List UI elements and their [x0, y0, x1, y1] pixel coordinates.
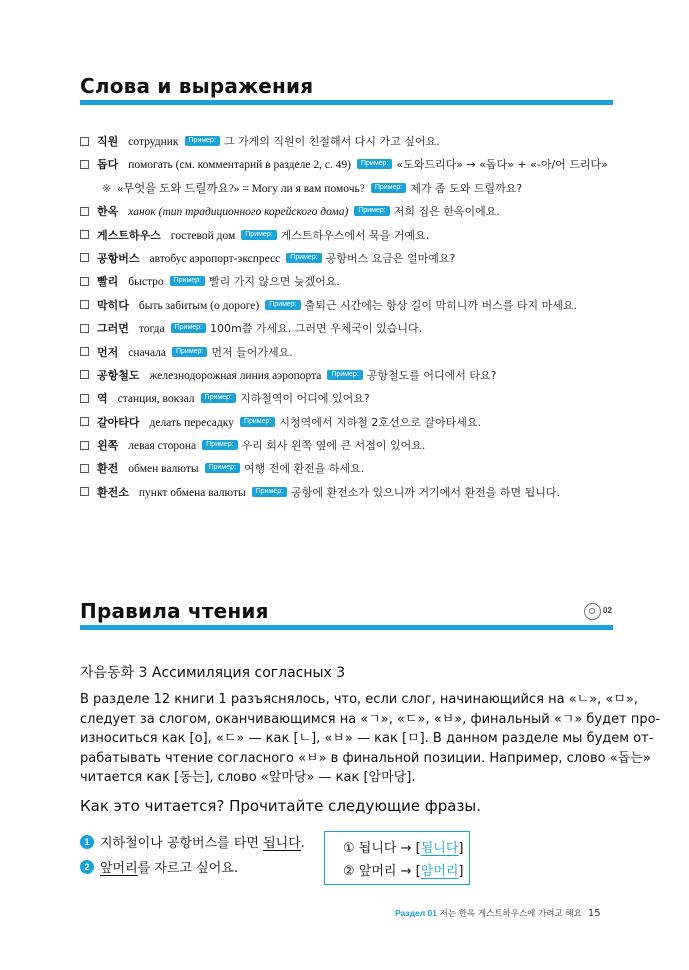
checkbox[interactable] [80, 370, 89, 379]
vocab-example: 여행 전에 환전을 하세요. [243, 462, 365, 476]
vocab-example: 먼저 들어가세요. [211, 345, 293, 359]
vocab-item [80, 434, 620, 457]
vocab-example: 공항철도를 어디에서 타요? [366, 368, 497, 382]
answer-text: ] [458, 841, 464, 856]
phrase-text: 지하철이나 공항버스를 타면 [100, 836, 264, 851]
vocab-word: 돕다 [97, 158, 119, 172]
checkbox[interactable] [80, 300, 89, 309]
vocab-item [80, 341, 620, 364]
vocab-item [80, 294, 620, 317]
checkbox[interactable] [80, 417, 89, 426]
checkbox[interactable] [80, 253, 89, 262]
checkbox[interactable] [80, 487, 89, 496]
answer-pronunciation: 암머리 [420, 864, 459, 879]
vocab-word: 갈아타다 [97, 415, 140, 429]
vocab-example: 우리 회사 왼쪽 옆에 큰 서점이 있어요. [241, 439, 426, 453]
vocab-word: 게스트하우스 [97, 228, 161, 242]
example-badge: Пример: [202, 440, 237, 450]
phrase-text: . [300, 836, 305, 851]
example-badge: Пример: [185, 136, 220, 146]
checkbox[interactable] [80, 347, 89, 356]
vocab-item [80, 200, 620, 223]
page-number: 15 [587, 908, 601, 919]
checkbox[interactable] [80, 137, 89, 146]
vocab-item [80, 270, 620, 293]
rule-subheading: 자음동화 3 Ассимиляция согласных 3 [80, 665, 346, 681]
vocabulary-list [80, 130, 620, 504]
answer-line [343, 837, 463, 856]
exercise-question: Как это читается? Прочитайте следующие фразы. [80, 797, 482, 815]
vocab-item [80, 317, 620, 340]
vocab-example: 공항버스 요금은 얼마예요? [325, 251, 456, 265]
vocab-word: 공항철도 [97, 368, 140, 382]
vocab-translation: сотрудник [128, 136, 179, 148]
example-badge: Пример: [354, 206, 389, 216]
checkbox[interactable] [80, 277, 89, 286]
example-badge: Пример: [265, 300, 300, 310]
checkbox[interactable] [80, 464, 89, 473]
example-badge: Пример: [241, 230, 276, 240]
paragraph-line: следует за слогом, оканчивающимся на «ㄱ», «ㄷ», «ㅂ», финальный «ㄱ» будет про- [80, 711, 661, 727]
vocab-translation: левая сторона [128, 440, 197, 453]
vocab-word: 한옥 [97, 205, 119, 219]
vocab-translation: сначала [128, 346, 166, 359]
checkbox[interactable] [80, 230, 89, 239]
number-badge: 2 [80, 860, 94, 874]
vocab-item [80, 130, 620, 153]
footer-unit-title: 저는 한옥 게스트하우스에 가려고 해요 [439, 909, 582, 919]
footer-unit-label: Раздел 01 [395, 908, 437, 918]
example-badge: Пример: [327, 370, 362, 380]
vocab-example: 저희 집은 한옥이에요. [393, 205, 500, 219]
paragraph-line: читается как [동는], слово «앞마당» — как [암마당]. [80, 770, 416, 785]
vocab-word: 왼쪽 [97, 439, 119, 453]
vocab-word: 먼저 [97, 345, 119, 359]
checkbox[interactable] [80, 160, 89, 169]
audio-track-number: 02 [603, 606, 612, 615]
answer-pronunciation: 됨니다 [420, 841, 459, 856]
section-title-reading-rules: Правила чтения [80, 599, 269, 623]
section-rule [80, 100, 613, 105]
vocab-word: 역 [97, 392, 108, 406]
vocab-translation: железнодорожная линия аэропорта [149, 369, 322, 382]
vocab-word: 빨리 [97, 275, 119, 289]
answer-text: ① 됩니다 → [ [343, 841, 421, 856]
phrase-underlined: 앞머리 [100, 861, 138, 876]
answer-line [343, 860, 463, 879]
vocab-translation: быстро [128, 276, 164, 289]
vocab-example: 시청역에서 지하철 2호선으로 갈아타세요. [279, 415, 481, 429]
section-title-vocabulary: Слова и выражения [80, 74, 314, 98]
vocab-note [80, 177, 620, 200]
vocab-item [80, 387, 620, 410]
vocab-example: 지하철역이 어디에 있어요? [239, 392, 370, 406]
vocab-translation: гостевой дом [170, 229, 236, 242]
note-example: 제가 좀 도와 드릴까요? [410, 181, 523, 195]
exercise-phrase [80, 832, 305, 851]
phrase-text: 를 자르고 싶어요. [137, 861, 238, 876]
vocab-word: 막히다 [97, 298, 129, 312]
example-badge: Пример: [205, 463, 240, 473]
phrase-underlined: 됩니다 [263, 836, 301, 851]
vocab-item [80, 247, 620, 270]
paragraph-line: В разделе 12 книги 1 разъяснялось, что, если слог, начинающийся на «ㄴ», «ㅁ», [80, 692, 639, 707]
section-rule [80, 625, 613, 630]
vocab-word: 환전 [97, 462, 119, 476]
vocab-translation: ханок (тип традиционного корейского дома) [128, 206, 349, 219]
vocab-word: 그러면 [97, 322, 129, 336]
vocab-translation: обмен валюты [128, 463, 199, 476]
vocab-translation: быть забитым (о дороге) [138, 299, 260, 312]
checkbox[interactable] [80, 394, 89, 403]
vocab-translation: тогда [138, 323, 165, 336]
vocab-example: 빨리 가지 않으면 늦겠어요. [209, 275, 340, 289]
example-badge: Пример: [240, 417, 275, 427]
vocab-example: 그 가게의 직원이 친절해서 다시 가고 싶어요. [223, 135, 440, 148]
vocab-example: 게스트하우스에서 묵을 거예요. [280, 228, 430, 242]
answer-text: ② 앞머리 → [ [343, 864, 421, 879]
vocab-word: 공항버스 [97, 251, 140, 265]
example-badge: Пример: [357, 159, 392, 169]
vocab-example: 100m쯤 가세요. 그러면 우체국이 있습니다. [210, 322, 423, 336]
vocab-word: 직원 [97, 135, 119, 148]
vocab-word: 환전소 [97, 485, 129, 499]
checkbox[interactable] [80, 324, 89, 333]
example-badge: Пример: [286, 253, 321, 263]
vocab-translation: станция, вокзал [117, 393, 195, 406]
answer-text: ] [458, 864, 464, 879]
note-text: «무엇을 도와 드릴까요?» = Могу ли я вам помочь? [117, 182, 365, 195]
vocab-item [80, 153, 620, 176]
rule-paragraph [80, 690, 661, 788]
vocab-item [80, 481, 620, 504]
example-badge: Пример: [252, 487, 287, 497]
number-badge: 1 [80, 835, 94, 849]
example-badge: Пример: [371, 183, 406, 193]
exercise-phrase [80, 857, 238, 876]
vocab-example: «도와드리다» → «돕다» + «-아/어 드리다» [396, 158, 608, 172]
vocab-example: 공항에 환전소가 있으니까 거기에서 환전을 하면 됩니다. [291, 485, 560, 499]
example-badge: Пример: [171, 323, 206, 333]
example-badge: Пример: [201, 393, 236, 403]
paragraph-line: рабатывать чтение согласного «ㅂ» в финальной позиции. Например, слово «돕는» [80, 750, 651, 766]
example-badge: Пример: [172, 347, 207, 357]
vocab-item [80, 364, 620, 387]
example-badge: Пример: [170, 276, 205, 286]
vocab-translation: делать пересадку [149, 416, 234, 429]
checkbox[interactable] [80, 441, 89, 450]
vocab-item [80, 457, 620, 480]
vocab-translation: пункт обмена валюты [138, 486, 246, 499]
checkbox[interactable] [80, 207, 89, 216]
vocab-item [80, 411, 620, 434]
vocab-item [80, 224, 620, 247]
answer-box [324, 831, 470, 885]
page-footer [395, 907, 601, 919]
paragraph-line: износиться как [о], «ㄷ» — как [ㄴ], «ㅂ» — как [ㅁ]. В данном разделе мы будем от- [80, 731, 654, 746]
vocab-translation: помогать (см. комментарий в разделе 2, с. 49) [128, 159, 352, 172]
note-mark: ※ [102, 181, 112, 195]
vocab-translation: автобус аэропорт-экспресс [149, 252, 281, 265]
audio-cd-icon[interactable] [584, 603, 601, 620]
vocab-example: 출퇴근 시간에는 항상 길이 막히니까 버스를 타지 마세요. [304, 298, 577, 312]
